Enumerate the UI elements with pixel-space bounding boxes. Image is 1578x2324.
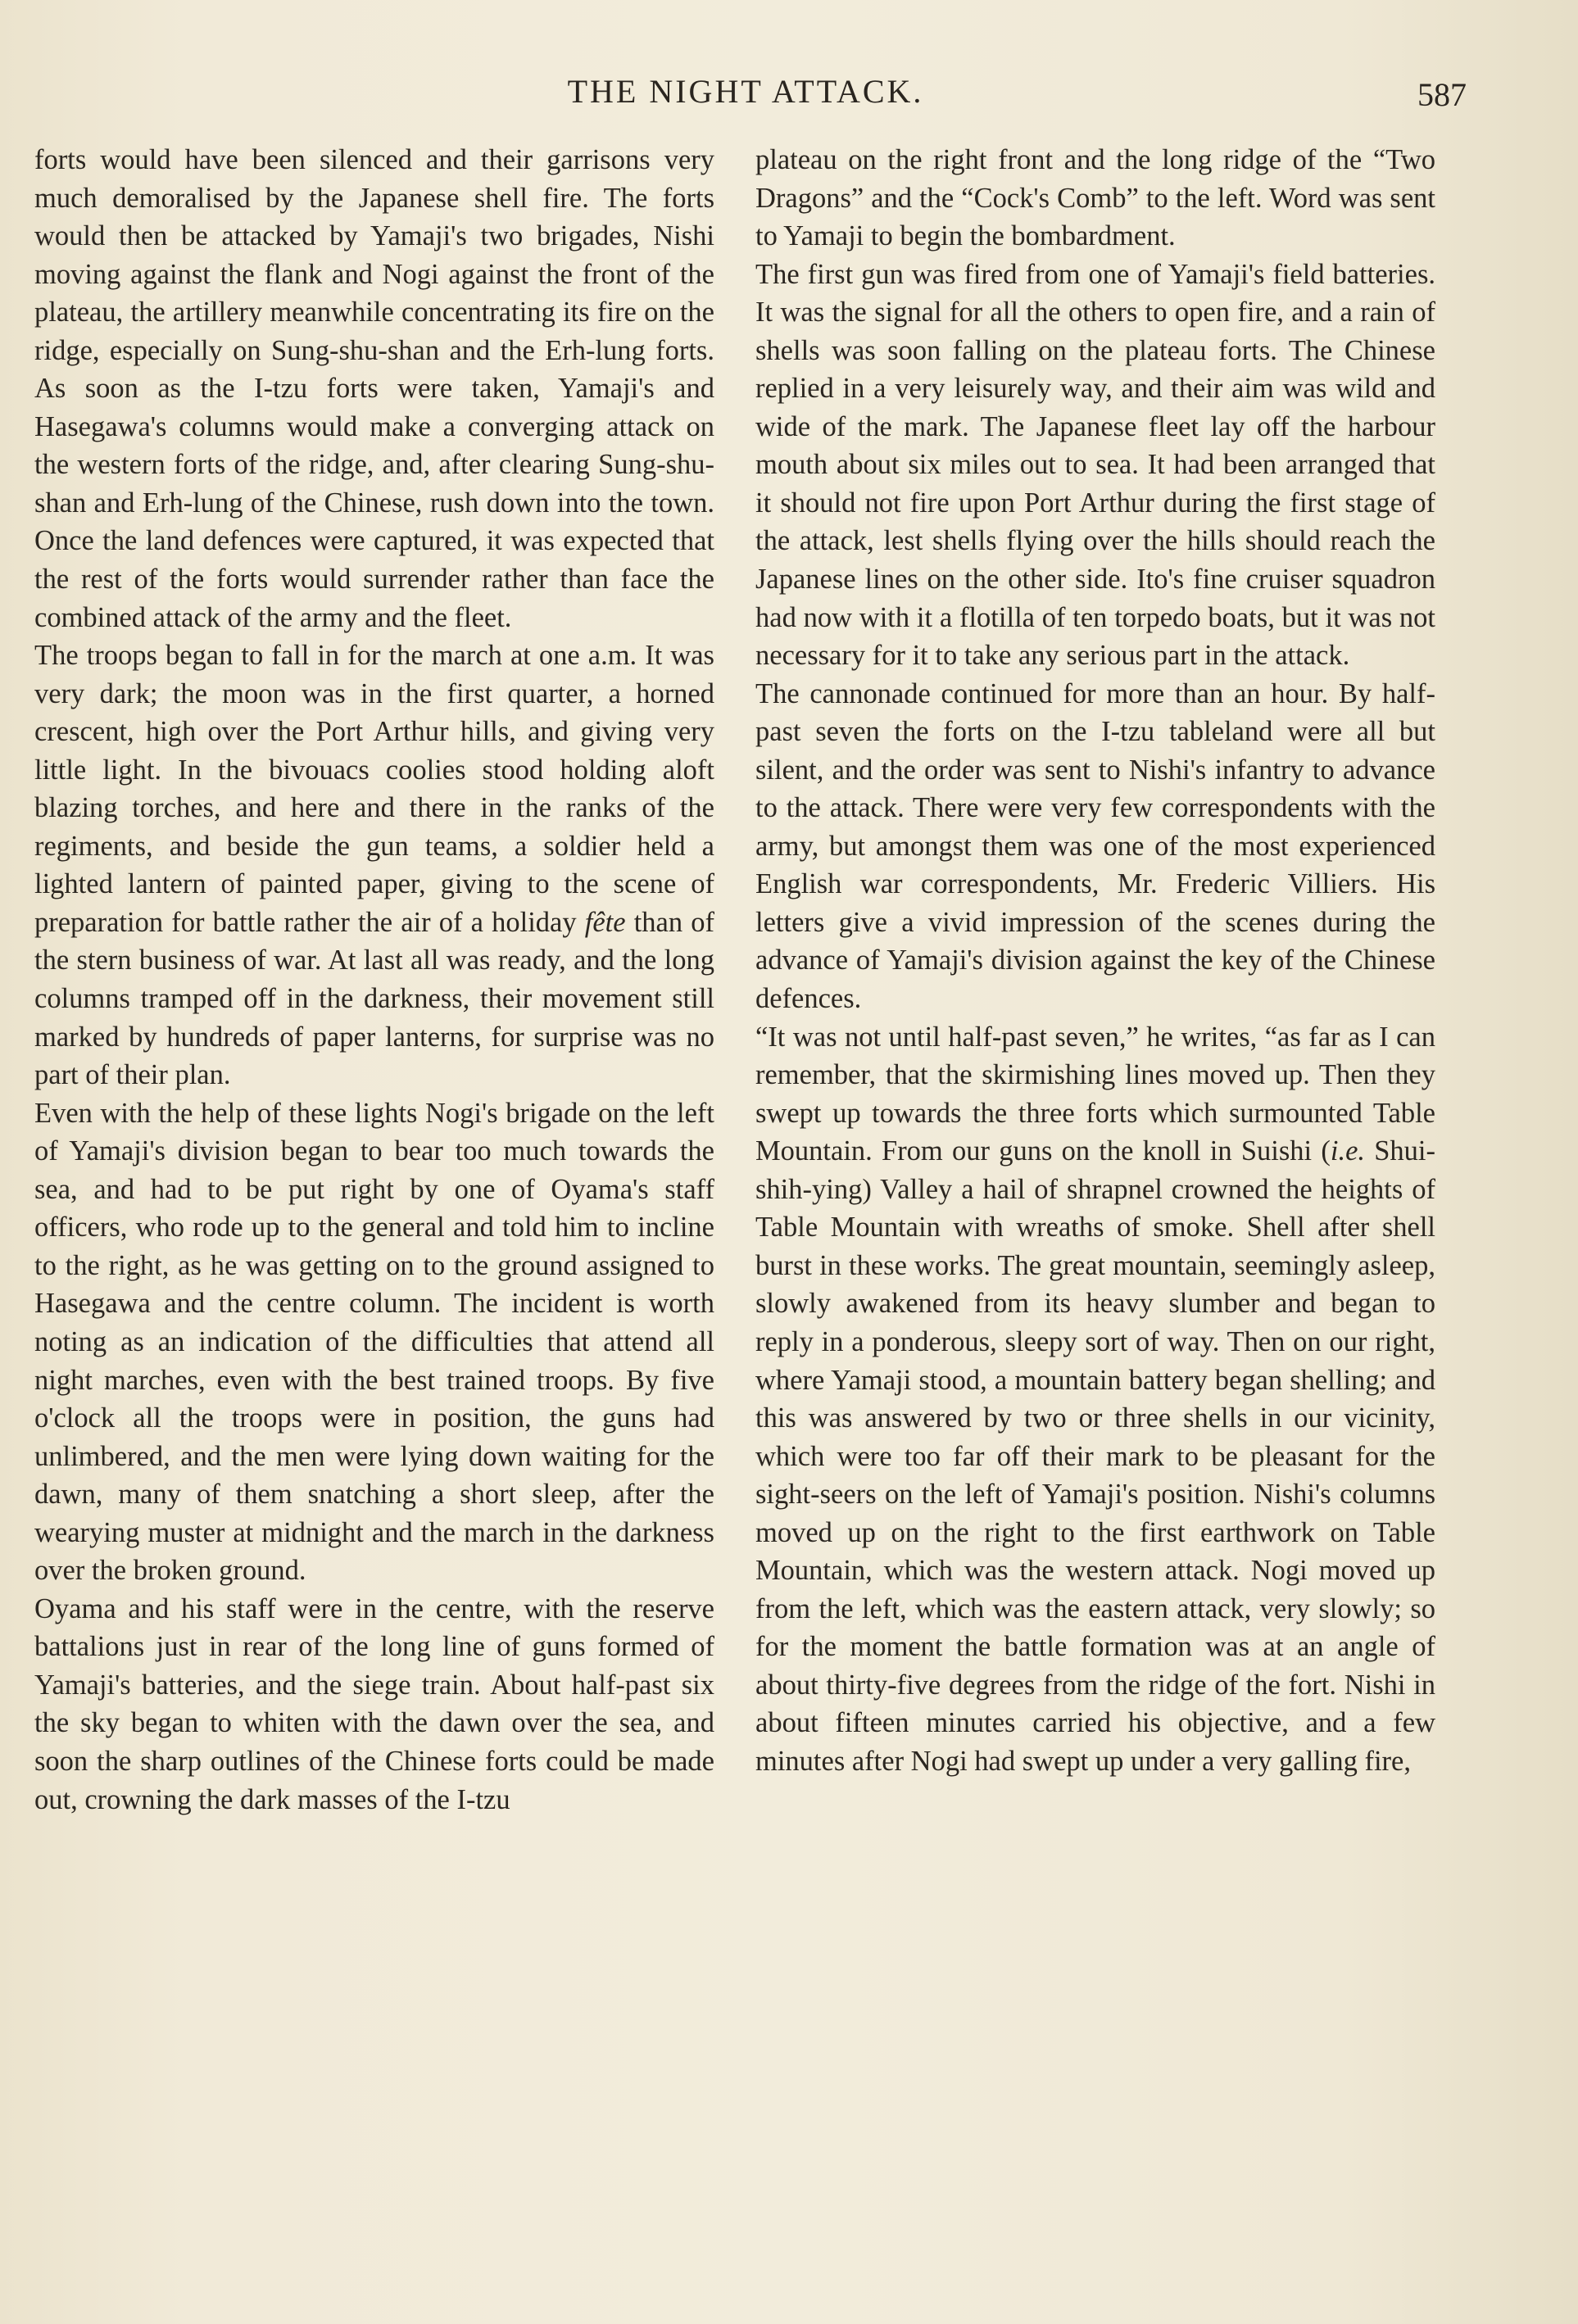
left-paragraph-2-text-a: The troops began to fall in for the march at one a.m. It was very dark; the moon was in the first quarter, a horned crescent, high over the Port Arthur hills, and giving very little light. In the bivouacs coolies stood holding aloft blazing torches, and here and there in the ranks of the regiments, and beside the gun teams, a soldier held a lighted lantern of painted paper, giving to the scene of preparation for battle rather the air of a holiday — [34, 640, 714, 938]
left-paragraph-1: forts would have been silenced and their garrisons very much demoralised by the Japanese shell fire. The forts would then be attacked by Yamaji's two brigades, Nishi moving against the flank and Nogi against the front of the plateau, the artillery meanwhile concentrating its fire on the ridge, especially on Sung-shu-shan and the Erh-lung forts. As soon as the I-tzu forts were taken, Yamaji's and Hasegawa's columns would make a converging attack on the western forts of the ridge, and, after clearing Sung-shu-shan and Erh-lung of the Chinese, rush down into the town. Once the land defences were captured, it was expected that the rest of the forts would surrender rather than face the combined attack of the army and the fleet. — [34, 144, 714, 633]
running-head: THE NIGHT ATTACK. — [567, 73, 924, 110]
page-number: 587 — [1417, 76, 1467, 113]
left-paragraph-2-text-b: than of the stern business of war. At last all was ready, and the long columns tramped off in the darkness, their movement still marked by hundreds of paper lanterns, for surprise was no part of their plan. — [34, 906, 715, 1091]
left-paragraph-4: Oyama and his staff were in the centre, with the reserve battalions just in rear of the long line of guns formed of Yamaji's batteries, and the siege train. About half-past six the sky began to whiten with the dawn over the sea, and soon the sharp outlines of the Chinese forts could be made out, crowning the dark masses of the I-tzu — [34, 1592, 714, 1815]
left-paragraph-3: Even with the help of these lights Nogi's brigade on the left of Yamaji's division began to bear too much towards the sea, and had to be put right by one of Oyama's staff officers, who rode up to the general and told him to incline to the right, as he was getting on to the ground assigned to Hasegawa and the centre column. The incident is worth noting as an indication of the difficulties that attend all night marches, even with the best trained troops. By five o'clock all the troops were in position, the guns had unlimbered, and the men were lying down waiting for the dawn, many of them snatching a short sleep, after the wearying muster at midnight and the march in the darkness over the broken ground. — [34, 1097, 714, 1587]
left-paragraph-2 — [34, 636, 714, 1094]
right-column — [755, 141, 1435, 1781]
left-paragraph-2-italic: fête — [584, 906, 626, 938]
right-paragraph-4-text-a: “It was not until half-past seven,” he writes, “as far as I can remember, that the skirmishing lines moved up. Then they swept up towards the three forts which surmounted Table Mountain. From our guns on the knoll in Suishi ( — [755, 1021, 1435, 1167]
right-paragraph-4-italic: i.e. — [1330, 1135, 1366, 1167]
right-paragraph-1: plateau on the right front and the long ridge of the “Two Dragons” and the “Cock's Comb” to the left. Word was sent to Yamaji to begin the bombardment. — [755, 144, 1435, 252]
right-paragraph-2: The first gun was fired from one of Yamaji's field batteries. It was the signal for all the others to open fire, and a rain of shells was soon falling on the plateau forts. The Chinese replied in a very leisurely way, and their aim was wild and wide of the mark. The Japanese fleet lay off the harbour mouth about six miles out to sea. It had been arranged that it should not fire upon Port Arthur during the first stage of the attack, lest shells flying over the hills should reach the Japanese lines on the other side. Ito's fine cruiser squadron had now with it a flotilla of ten torpedo boats, but it was not necessary for it to take any serious part in the attack. — [755, 258, 1435, 672]
right-paragraph-3: The cannonade continued for more than an hour. By half-past seven the forts on the I-tzu tableland were all but silent, and the order was sent to Nishi's infantry to advance to the attack. There were very few correspondents with the army, but amongst them was one of the most experienced English war correspondents, Mr. Frederic Villiers. His letters give a vivid impression of the scenes during the advance of Yamaji's division against the key of the Chinese defences. — [755, 677, 1435, 1015]
page-header — [0, 72, 1578, 129]
left-column — [34, 141, 714, 1819]
right-paragraph-4 — [755, 1018, 1435, 1781]
right-paragraph-4-text-b: Shui-shih-ying) Valley a hail of shrapnel crowned the heights of Table Mountain with wreaths of smoke. Shell after shell burst in these works. The great mountain, seemingly asleep, slowly awakened from its heavy slumber and began to reply in a ponderous, sleepy sort of way. Then on our right, where Yamaji stood, a mountain battery began shelling; and this was answered by two or three shells in our vicinity, which were too far off their mark to be pleasant for the sight-seers on the left of Yamaji's position. Nishi's columns moved up on the right to the first earthwork on Table Mountain, which was the western attack. Nogi moved up from the left, which was the eastern attack, very slowly; so for the moment the battle formation was at an angle of about thirty-five degrees from the ridge of the fort. Nishi in about fifteen minutes carried his objective, and a few minutes after Nogi had swept up under a very galling fire, — [755, 1135, 1435, 1777]
